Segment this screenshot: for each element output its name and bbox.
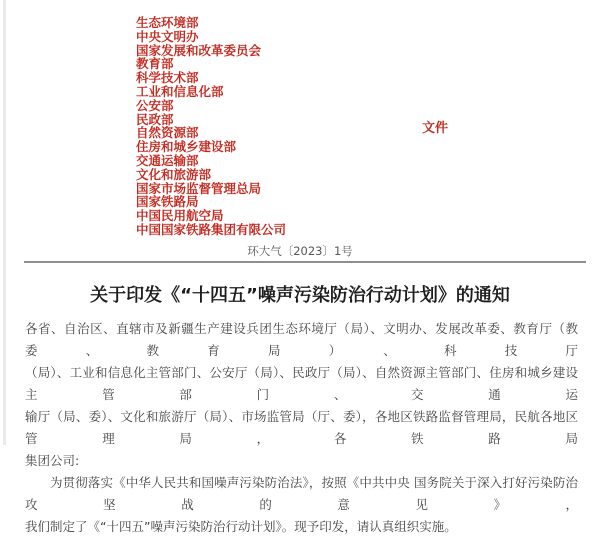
department-item: 中央文明办 xyxy=(136,28,199,44)
body-line: （局）、工业和信息化主管部门、公安厅（局）、民政厅（局）、自然资源主管部门、住房和城乡建设主管部门、交通运 xyxy=(25,365,578,402)
letterhead-department-list xyxy=(136,16,286,237)
notice-title: 关于印发《“十四五”噪声污染防治行动计划》的通知 xyxy=(90,285,510,306)
department-item: 科学技术部 xyxy=(136,70,199,86)
department-item: 住房和城乡建设部 xyxy=(136,139,237,155)
department-item: 国家发展和改革委员会 xyxy=(136,42,262,58)
department-item: 国家市场监督管理总局 xyxy=(136,180,262,196)
department-item: 公安部 xyxy=(136,97,174,113)
department-item: 中国民用航空局 xyxy=(136,208,224,224)
department-item: 生态环境部 xyxy=(136,15,199,30)
notice-body xyxy=(25,318,578,538)
body-line: 输厅（局、委）、文化和旅游厅（局）、市场监管局（厅、委），各地区铁路监督管理局，民航各地区管理局，各铁路局 xyxy=(25,409,578,446)
department-item: 国家铁路局 xyxy=(136,194,199,210)
department-item: 教育部 xyxy=(136,56,174,72)
doc-type-label: 文件 xyxy=(422,121,449,136)
department-item: 自然资源部 xyxy=(136,125,199,141)
body-line: 我们制定了《“十四五”噪声污染防治行动计划》。现予印发，请认真组织实施。 xyxy=(25,519,457,534)
body-line: 集团公司: xyxy=(25,453,80,468)
department-item: 交通运输部 xyxy=(136,152,199,168)
department-item: 工业和信息化部 xyxy=(136,83,224,99)
header-divider xyxy=(24,261,586,263)
doc-number: 环大气〔2023〕1号 xyxy=(247,244,353,258)
page-left-border xyxy=(3,0,6,445)
department-item: 民政部 xyxy=(136,111,174,127)
department-item: 中国国家铁路集团有限公司 xyxy=(136,221,287,237)
body-line: 各省、自治区、直辖市及新疆生产建设兵团生态环境厅（局）、文明办、发展改革委、教育厅（教委、教育局）、科技厅 xyxy=(25,321,578,358)
body-line: 为贯彻落实《中华人民共和国噪声污染防治法》，按照《中共中央 国务院关于深入打好污染防治攻坚战的意见》， xyxy=(25,475,578,512)
department-item: 文化和旅游部 xyxy=(136,166,212,182)
